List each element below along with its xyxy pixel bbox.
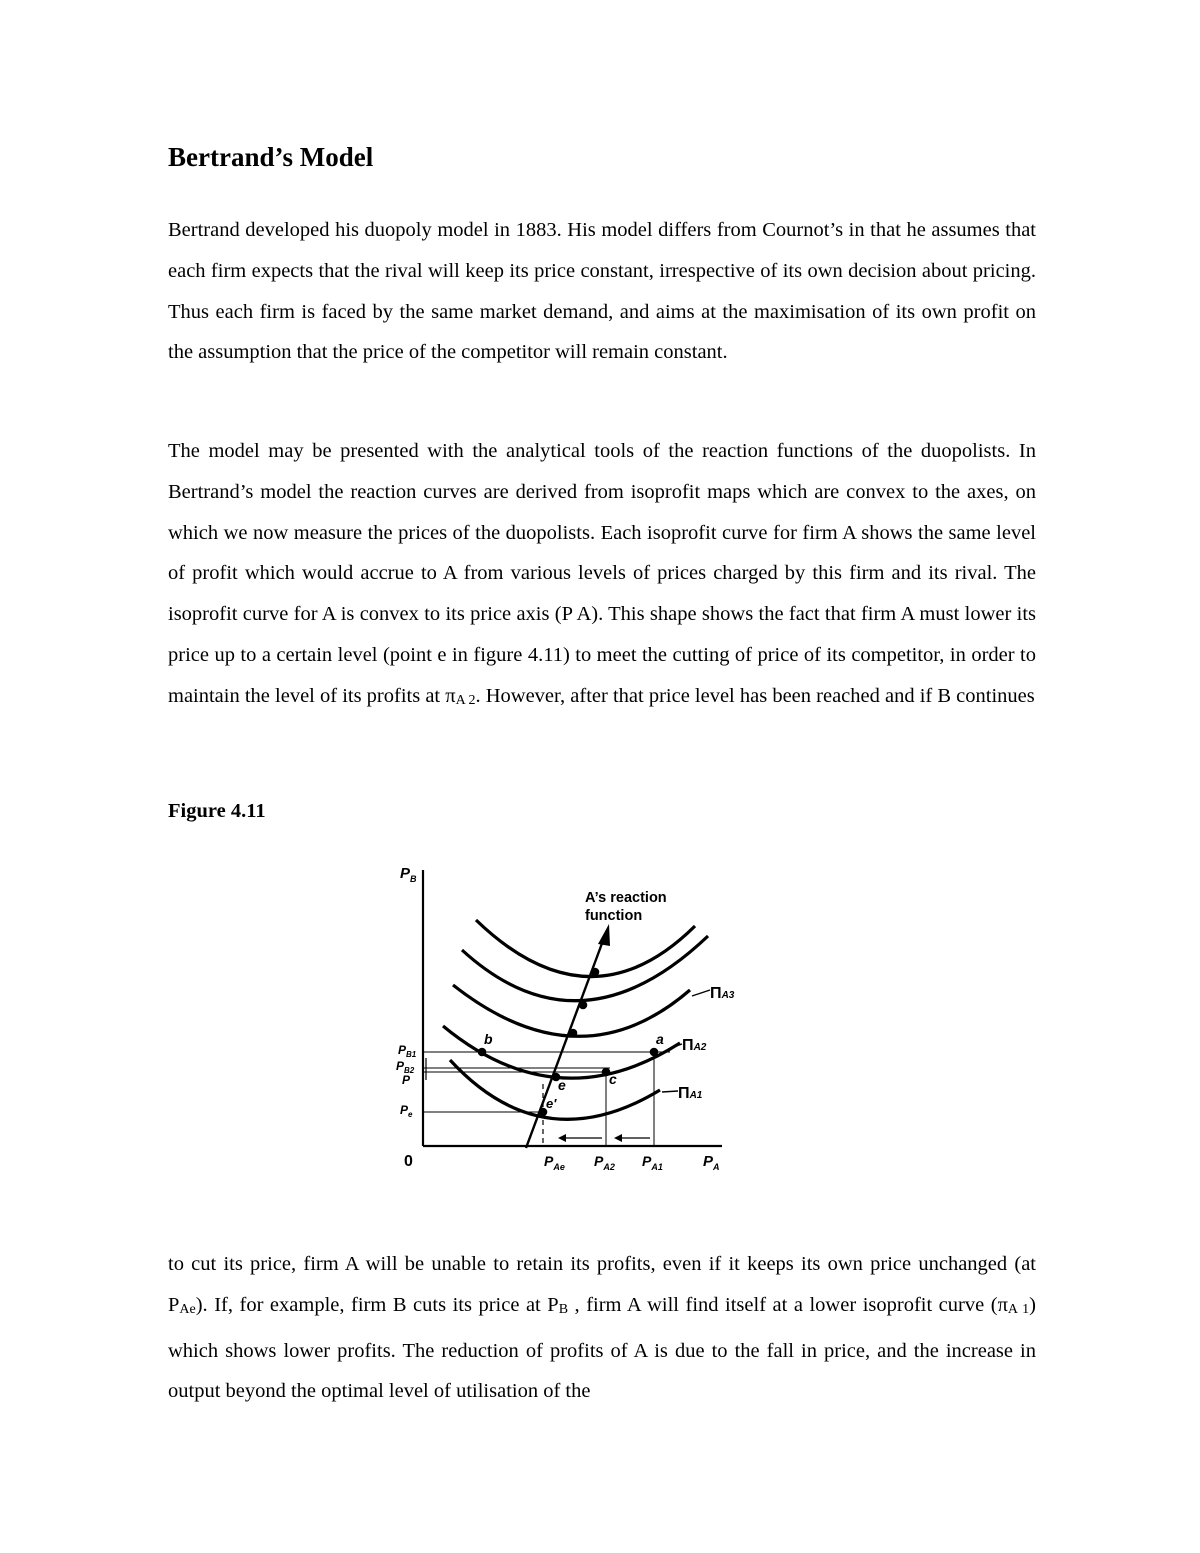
section-heading: Bertrand’s Model <box>168 142 374 172</box>
x-tick-pa1: $P_{A1}$ <box>642 1153 663 1172</box>
figure-caption: Figure 4.11 <box>168 800 266 822</box>
price-cut-arrowhead-1 <box>614 1134 622 1142</box>
point-b <box>478 1048 487 1057</box>
price-cut-arrowhead-2 <box>558 1134 566 1142</box>
leader-line-pi-a3 <box>692 990 710 996</box>
subscript-a1: A 1 <box>1007 1301 1030 1317</box>
y-tick-pe: $P_e$ <box>400 1103 413 1119</box>
point-reaction-2 <box>579 1001 588 1010</box>
x-tick-pae: $P_{Ae}$ <box>544 1153 565 1172</box>
paragraph-text-1: to cut its price, firm A will be unable to retain its profits, even if it keeps its own price unchanged (at P <box>168 1253 1036 1316</box>
pi-subscript: A 2 <box>455 692 476 708</box>
pi-symbol: π <box>445 684 456 707</box>
y-axis-label: $P_B$ <box>400 865 417 884</box>
x-axis-label: $P_A$ <box>703 1153 720 1172</box>
subscript-ae: Ae <box>179 1301 196 1317</box>
paragraph-intro: Bertrand developed his duopoly model in 1883. His model differs from Cournot’s in that he assumes that each firm expects that the rival will keep its price constant, irrespective of its own decision about pricing. Thus each firm is faced by the same market demand, and aims at the maximisation of its own profit on the assumption that the price of the competitor will remain constant. <box>168 219 1036 364</box>
point-label-c: c <box>609 1071 617 1087</box>
paragraph-text-tail: . However, after that price level has been reached and if B continues <box>475 684 1035 707</box>
y-tick-pb1: $P_{B1}$ <box>398 1043 417 1059</box>
point-a <box>650 1048 659 1057</box>
paragraph-text-3: , firm A will find itself at a lower isoprofit curve ( <box>568 1293 998 1316</box>
paragraph-text-4: ) which shows lower profits. The reduction of profits of A is due to the fall in price, and the increase in output beyond the optimal level of utilisation of the <box>168 1293 1036 1403</box>
point-reaction-1 <box>591 968 600 977</box>
curve-label-pi-a3: ΠA3 <box>710 985 735 1002</box>
x-tick-pa2: $P_{A2}$ <box>594 1153 615 1172</box>
origin-label: 0 <box>404 1153 413 1170</box>
pi-symbol: π <box>997 1293 1008 1316</box>
paragraph-text: The model may be presented with the analytical tools of the reaction functions of the duopolists. In Bertrand’s model the reaction curves are derived from isoprofit maps which are convex to the axes, on which we now measure the prices of the duopolists. Each isoprofit curve for firm A shows the same level of profit which would accrue to A from various levels of prices charged by this firm and its rival. The isoprofit curve for A is convex to its price axis (P A). This shape shows the fact that firm A must lower its price up to a certain level (point e in figure 4.11) to meet the cutting of price of its competitor, in order to maintain the level of its profits at <box>168 440 1036 707</box>
reaction-label-line-1: A’s reaction <box>585 890 667 906</box>
point-label-a: a <box>656 1031 664 1047</box>
paragraph-text-2: ). If, for example, firm B cuts its price at P <box>195 1293 559 1316</box>
y-tick-p: P <box>402 1073 411 1087</box>
leader-line-pi-a1 <box>662 1091 678 1092</box>
point-label-e-prime: e′ <box>546 1096 557 1111</box>
y-tick-pb2: $P_{B2}$ <box>396 1059 415 1075</box>
subscript-b: B <box>558 1301 569 1317</box>
reaction-label-line-2: function <box>585 908 643 924</box>
point-label-b: b <box>484 1031 493 1047</box>
point-reaction-3 <box>569 1029 578 1038</box>
point-label-e: e <box>558 1077 566 1093</box>
curve-label-pi-a1: ΠA1 <box>678 1085 703 1102</box>
reaction-function-arrowhead <box>598 924 610 946</box>
paragraph-continued <box>168 1244 1036 1412</box>
isoprofit-curve-5 <box>476 920 695 977</box>
paragraph-reaction-functions <box>168 431 1036 722</box>
figure-4-11-diagram <box>380 858 740 1188</box>
curve-label-pi-a2: ΠA2 <box>682 1037 707 1054</box>
